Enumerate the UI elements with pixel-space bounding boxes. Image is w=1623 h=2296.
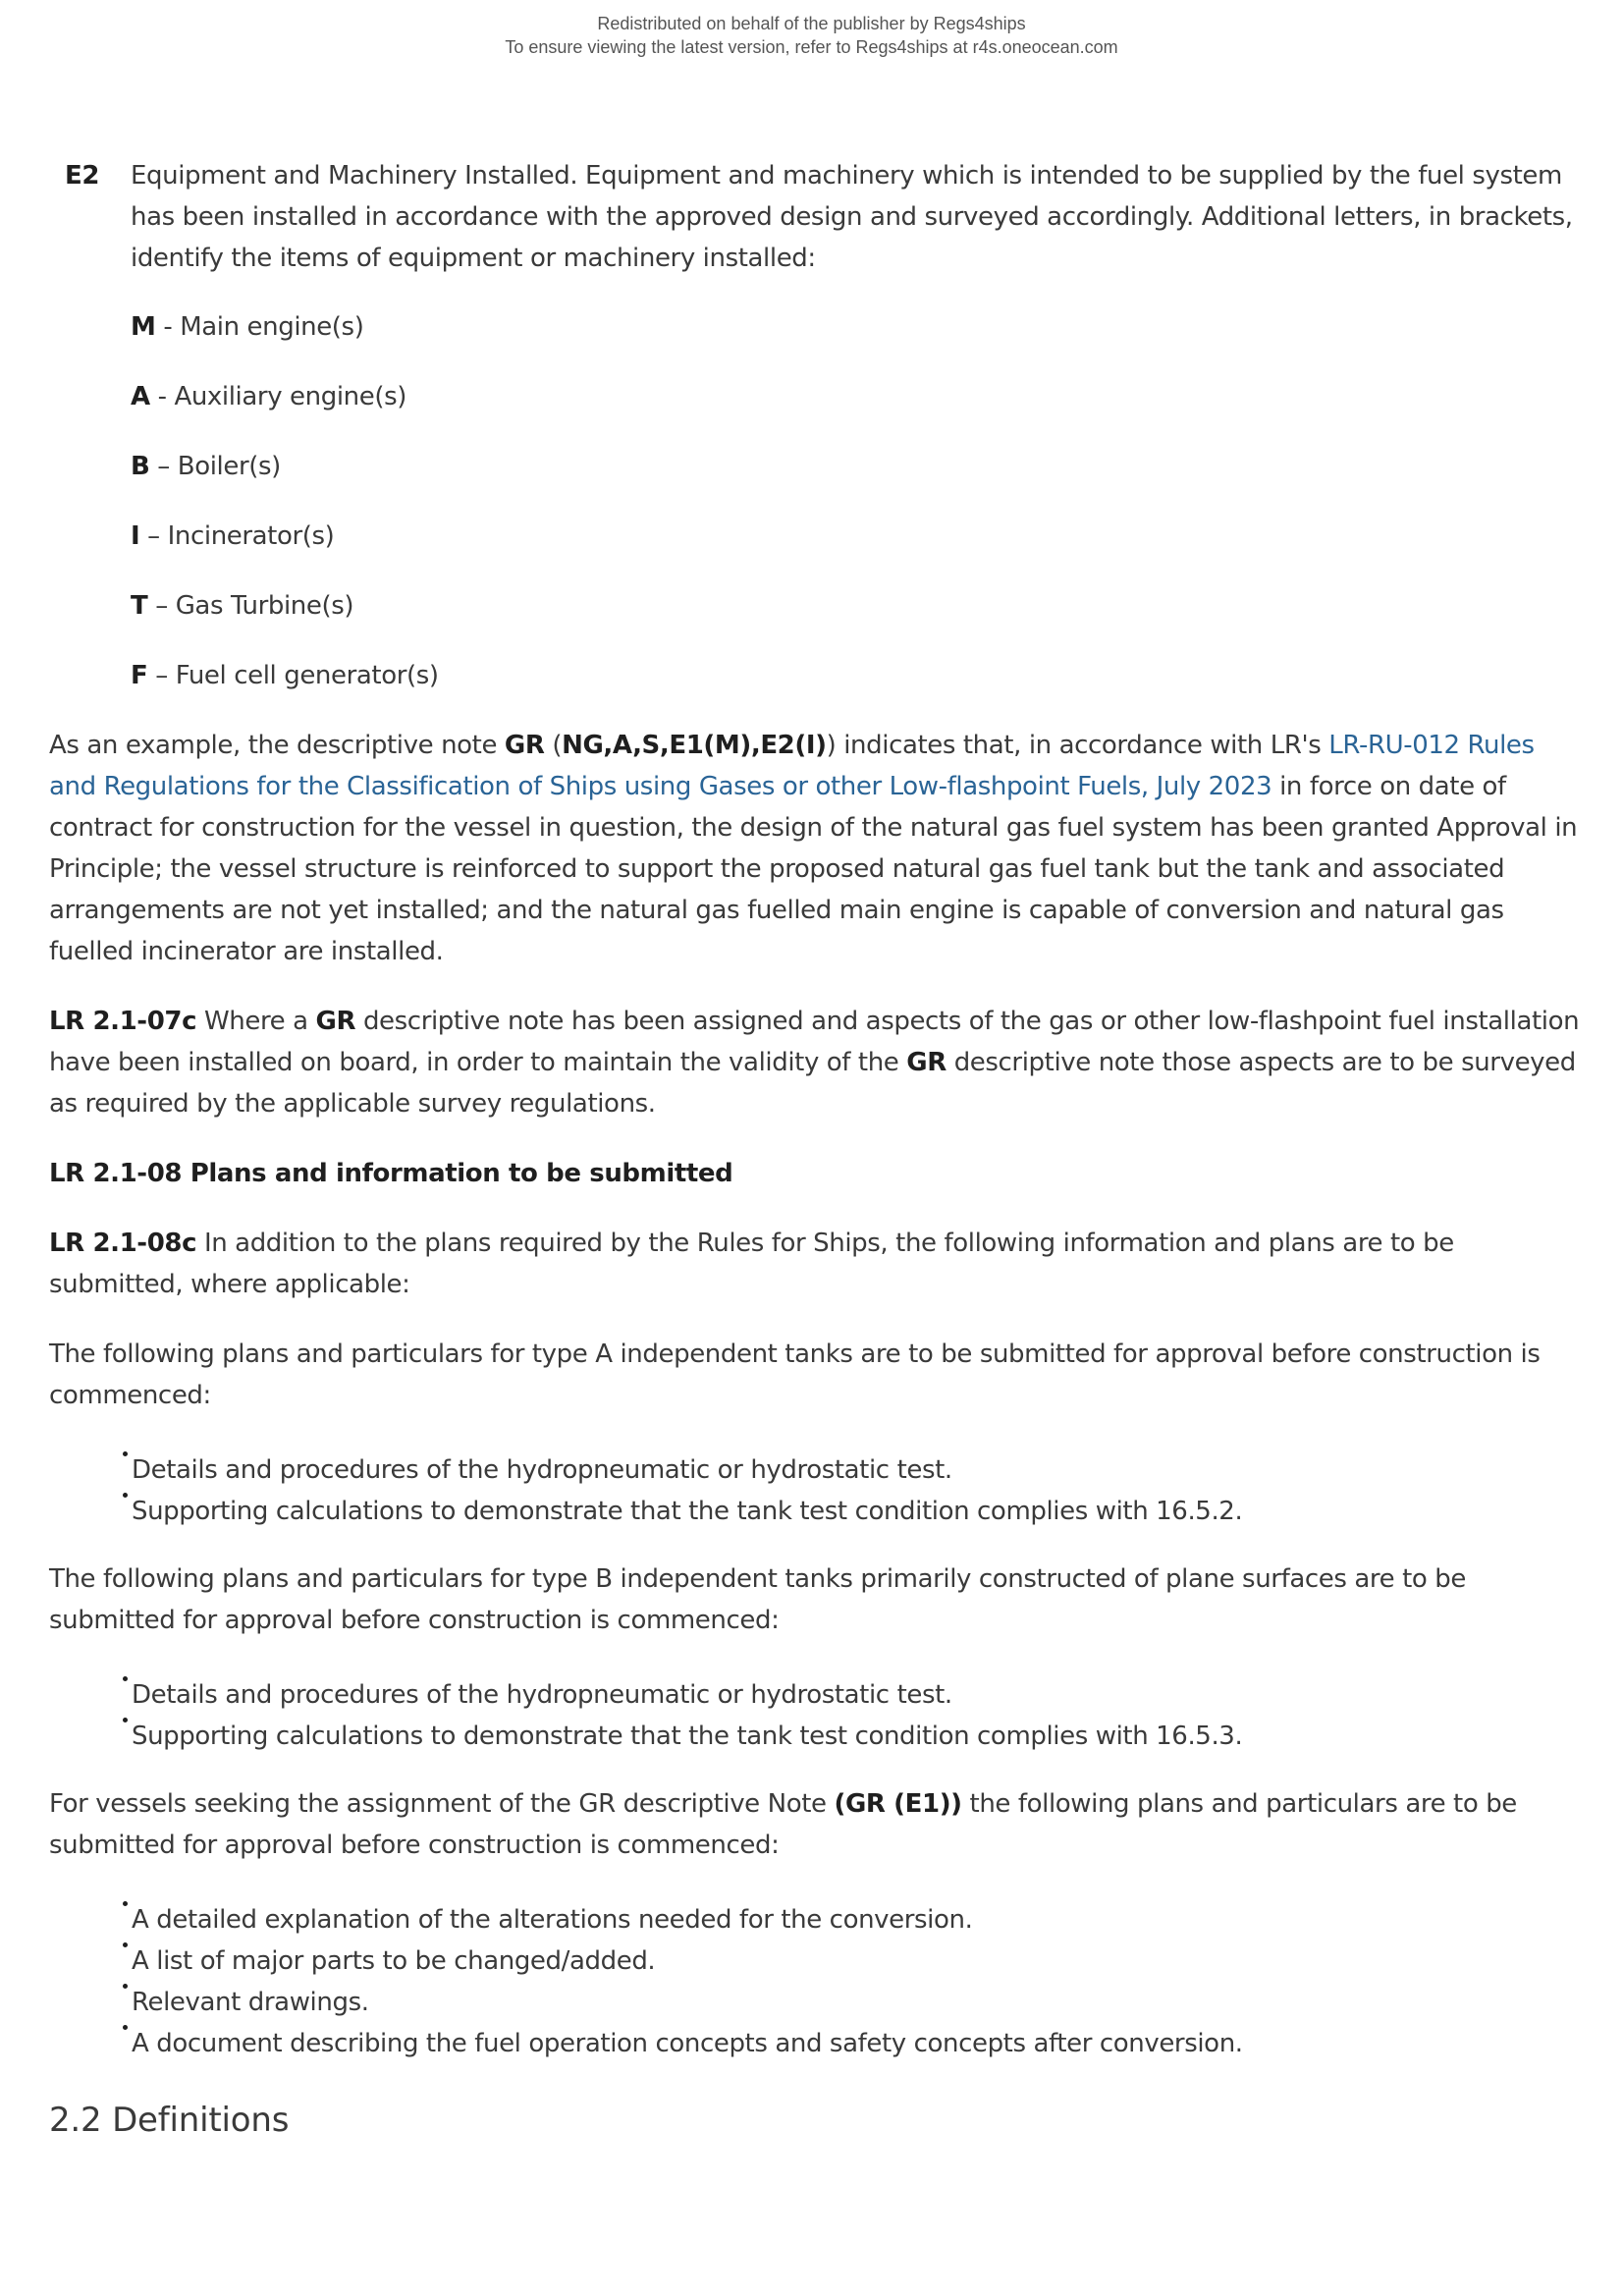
clause-ref: LR 2.1-08c bbox=[49, 1229, 197, 1258]
redistribution-banner bbox=[0, 12, 1623, 59]
item-text: A document describing the fuel operation concepts and safety concepts after conversion. bbox=[132, 2029, 1243, 2058]
item-text: Supporting calculations to demonstrate that the tank test condition complies with 16.5.2. bbox=[132, 1497, 1243, 1526]
item-text: Auxiliary engine(s) bbox=[174, 382, 406, 411]
gr-bold: GR bbox=[315, 1007, 356, 1036]
text-run: descriptive note has been assigned and aspects of the gas or other low-flashpoint fuel installation have been installed on board, in order to maintain the validity of the bbox=[49, 1007, 1580, 1077]
item-text: A detailed explanation of the alterations needed for the conversion. bbox=[132, 1905, 973, 1935]
text-run: descriptive note those aspects are to be surveyed as required by the applicable survey regulations. bbox=[49, 1048, 1576, 1119]
item-text: Fuel cell generator(s) bbox=[175, 661, 439, 690]
item-text: A list of major parts to be changed/added. bbox=[132, 1946, 656, 1976]
bullet-icon bbox=[123, 1984, 128, 1989]
section-heading: LR 2.1-08 Plans and information to be submitted bbox=[49, 1159, 733, 1188]
text-run: For vessels seeking the assignment of the GR descriptive Note bbox=[49, 1789, 835, 1819]
gr-e1-list bbox=[132, 1899, 1581, 2064]
rules-link[interactable]: LR-RU-012 Rules and Regulations for the Classification of Ships using Gases or other Low-flashpoint Fuels, July 2023 bbox=[49, 731, 1535, 801]
lr-2-1-07c-paragraph bbox=[49, 1001, 1581, 1124]
document-body bbox=[49, 155, 1581, 2142]
item-text: Relevant drawings. bbox=[132, 1988, 369, 2017]
list-item bbox=[132, 2023, 1581, 2064]
text-run: ) indicates that, in accordance with LR's bbox=[826, 731, 1329, 760]
item-text: Gas Turbine(s) bbox=[175, 591, 354, 621]
list-item bbox=[131, 376, 1581, 417]
item-letter: I bbox=[131, 521, 140, 551]
gr-e1-intro bbox=[49, 1783, 1581, 1866]
bullet-icon bbox=[123, 1493, 128, 1498]
bullet-icon bbox=[123, 1718, 128, 1722]
definitions-heading: 2.2 Definitions bbox=[49, 2101, 290, 2140]
e2-number: E2 bbox=[65, 161, 100, 191]
text-run: in force on date of contract for construction for the vessel in question, the design of the natural gas fuel system has been granted Approval in Principle; the vessel structure is reinforced to support the proposed natural gas fuel tank but the tank and associated arrangements are not yet installed; and the natural gas fuelled main engine is capable of conversion and natural gas fuelled incinerator are installed. bbox=[49, 772, 1578, 966]
example-paragraph bbox=[49, 725, 1581, 972]
equipment-letter-list bbox=[131, 306, 1581, 696]
list-item bbox=[132, 1899, 1581, 1941]
text-run: ( bbox=[544, 731, 563, 760]
note-codes-bold: NG,A,S,E1(M),E2(I) bbox=[562, 731, 827, 760]
gr-e1-bold: (GR (E1)) bbox=[834, 1789, 962, 1819]
item-separator: – bbox=[147, 591, 176, 621]
text-run: In addition to the plans required by the Rules for Ships, the following information and plans are to be submitted, where applicable: bbox=[49, 1229, 1454, 1299]
e2-text: Equipment and Machinery Installed. Equipment and machinery which is intended to be supplied by the fuel system has been installed in accordance with the approved design and surveyed accordingly. Additional letters, in brackets, identify the items of equipment or machinery installed: bbox=[131, 161, 1573, 273]
list-item bbox=[132, 1982, 1581, 2023]
list-item bbox=[131, 306, 1581, 348]
gr-note-bold: GR bbox=[504, 731, 545, 760]
e2-clause bbox=[49, 155, 1581, 279]
gr-bold: GR bbox=[906, 1048, 947, 1077]
list-item bbox=[132, 1716, 1581, 1757]
item-text: Supporting calculations to demonstrate that the tank test condition complies with 16.5.3. bbox=[132, 1722, 1243, 1751]
item-letter: F bbox=[131, 661, 148, 690]
type-a-intro: The following plans and particulars for type A independent tanks are to be submitted for approval before construction is commenced: bbox=[49, 1339, 1541, 1410]
bullet-icon bbox=[123, 1901, 128, 1906]
item-text: Boiler(s) bbox=[177, 452, 281, 481]
item-letter: A bbox=[131, 382, 150, 411]
list-item bbox=[132, 1449, 1581, 1491]
type-a-list bbox=[132, 1449, 1581, 1532]
text-run: Where a bbox=[196, 1007, 316, 1036]
item-separator: – bbox=[139, 521, 168, 551]
list-item bbox=[132, 1941, 1581, 1982]
list-item bbox=[132, 1674, 1581, 1716]
item-letter: B bbox=[131, 452, 150, 481]
item-text: Main engine(s) bbox=[180, 312, 364, 342]
list-item bbox=[132, 1491, 1581, 1532]
text-run: As an example, the descriptive note bbox=[49, 731, 505, 760]
banner-line-2: To ensure viewing the latest version, refer to Regs4ships at r4s.oneocean.com bbox=[505, 37, 1118, 57]
bullet-icon bbox=[123, 2025, 128, 2030]
item-separator: – bbox=[147, 661, 176, 690]
bullet-icon bbox=[123, 1676, 128, 1681]
list-item bbox=[131, 585, 1581, 627]
item-separator: - bbox=[149, 382, 175, 411]
bullet-icon bbox=[123, 1451, 128, 1456]
text-run: the following plans and particulars are to be submitted for approval before construction is commenced: bbox=[49, 1789, 1517, 1860]
item-separator: – bbox=[149, 452, 178, 481]
item-letter: T bbox=[131, 591, 148, 621]
list-item bbox=[131, 516, 1581, 557]
item-text: Details and procedures of the hydropneumatic or hydrostatic test. bbox=[132, 1680, 952, 1710]
item-separator: - bbox=[155, 312, 181, 342]
item-letter: M bbox=[131, 312, 156, 342]
bullet-icon bbox=[123, 1942, 128, 1947]
lr-2-1-08c-paragraph bbox=[49, 1223, 1581, 1305]
clause-ref: LR 2.1-07c bbox=[49, 1007, 197, 1036]
list-item bbox=[131, 446, 1581, 487]
list-item bbox=[131, 655, 1581, 696]
item-text: Incinerator(s) bbox=[167, 521, 335, 551]
lr-2-1-08-heading bbox=[49, 1153, 1581, 1194]
item-text: Details and procedures of the hydropneumatic or hydrostatic test. bbox=[132, 1455, 952, 1485]
type-b-intro: The following plans and particulars for type B independent tanks primarily constructed of plane surfaces are to be submitted for approval before construction is commenced: bbox=[49, 1564, 1466, 1635]
banner-line-1: Redistributed on behalf of the publisher by Regs4ships bbox=[597, 14, 1026, 33]
type-b-list bbox=[132, 1674, 1581, 1757]
